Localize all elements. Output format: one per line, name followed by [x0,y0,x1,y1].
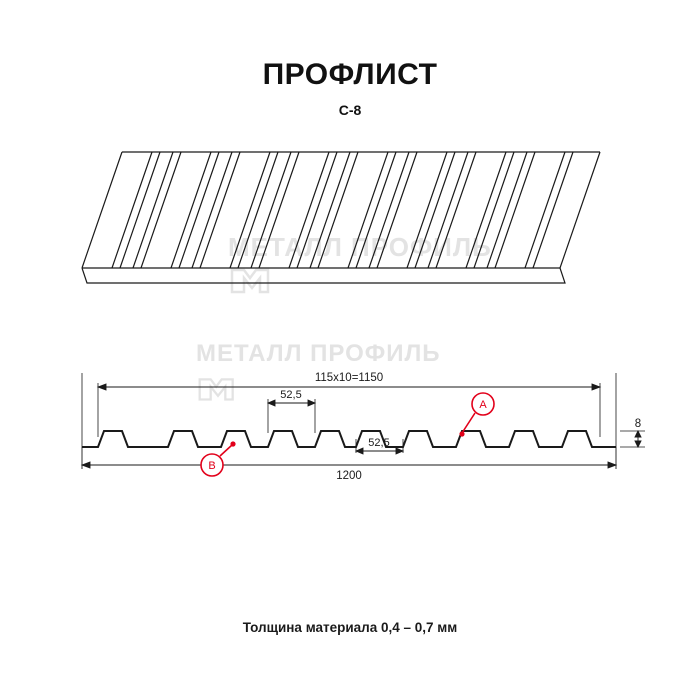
watermark-top: МЕТАЛЛ ПРОФИЛЬ [228,232,492,262]
profile-outline [82,431,616,447]
cross-section-view [60,355,660,490]
dim-overall-width-label: 1200 [336,470,362,482]
product-model: С-8 [338,102,362,118]
dim-pitch-bottom-label: 52,5 [368,437,390,449]
callout-b-label: B [208,460,216,472]
isometric-view [60,140,640,310]
dim-height-label: 8 [634,418,642,430]
material-thickness-note: Толщина материала 0,4 – 0,7 мм [242,620,458,635]
dim-total-span-label: 115х10=1150 [314,372,384,384]
dim-pitch-top-label: 52,5 [280,389,302,401]
dim-height-line [635,431,641,447]
callout-a-label: A [479,399,487,411]
dim-overall-width-line [82,447,616,469]
page-title: ПРОФЛИСТ [262,58,438,91]
watermark-bottom: МЕТАЛЛ ПРОФИЛЬ [196,340,441,367]
dim-total-span-line [98,384,600,390]
